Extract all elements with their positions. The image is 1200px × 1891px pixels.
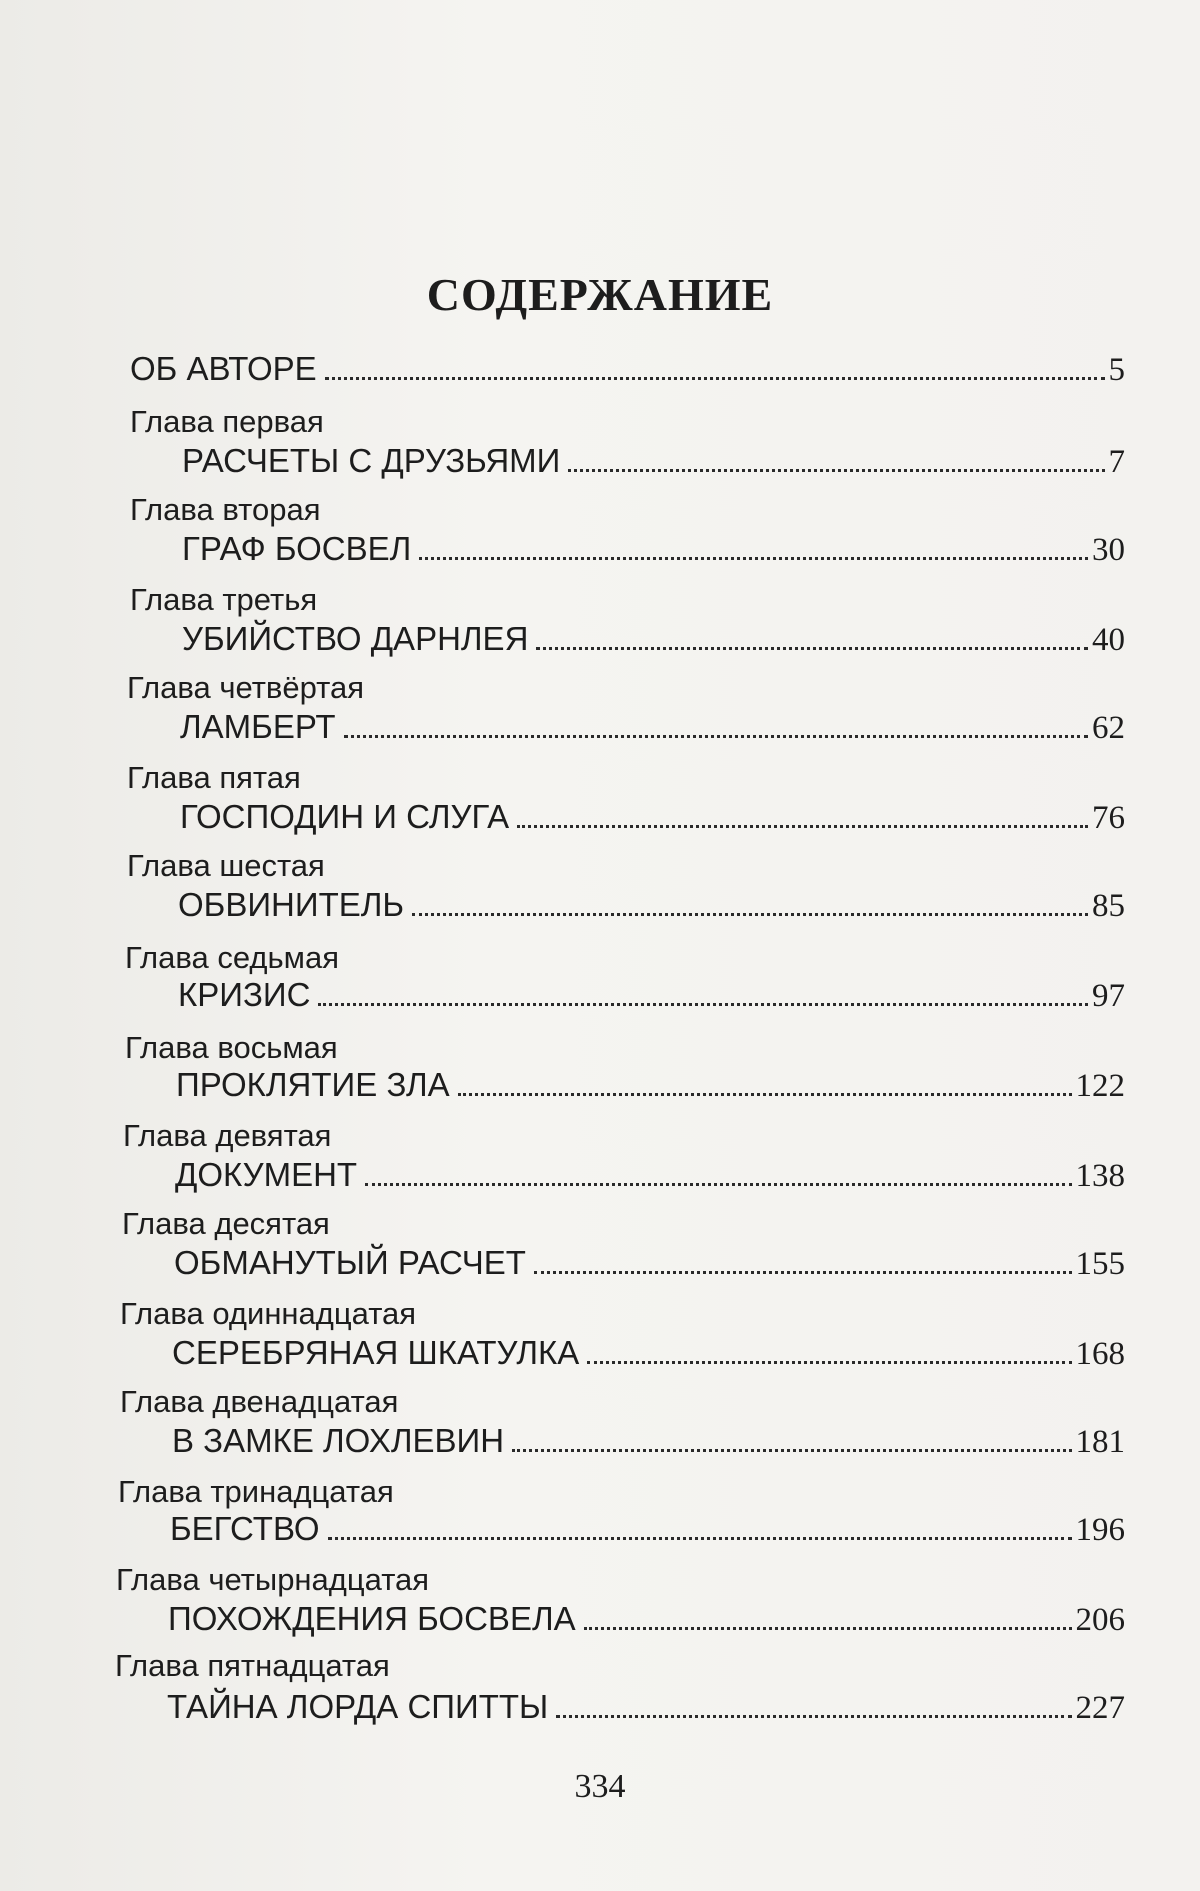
chapter-label: Глава шестая: [127, 848, 325, 883]
page-number: 334: [574, 1768, 626, 1805]
toc-entry[interactable]: [176, 1066, 1125, 1105]
toc-entry[interactable]: [178, 886, 1125, 925]
toc-entry-title: БЕГСТВО: [170, 1510, 320, 1547]
leader-dots: [584, 1626, 1072, 1630]
toc-entry-page: 206: [1075, 1602, 1125, 1638]
chapter-label: Глава одиннадцатая: [120, 1296, 417, 1331]
toc-entry[interactable]: [175, 1156, 1125, 1195]
chapter-label: Глава тринадцатая: [118, 1474, 394, 1509]
toc-entry-page: 155: [1075, 1246, 1125, 1282]
toc-entry-page: 5: [1108, 352, 1125, 388]
leader-dots: [318, 1002, 1088, 1006]
chapter-label: Глава вторая: [130, 492, 321, 527]
chapter-label: Глава пятая: [127, 760, 301, 795]
leader-dots: [534, 1270, 1072, 1274]
toc-entry[interactable]: [182, 620, 1125, 659]
chapter-label: Глава третья: [130, 582, 318, 617]
toc-entry-title: ОБВИНИТЕЛЬ: [178, 886, 405, 923]
toc-entry-page: 196: [1075, 1512, 1125, 1548]
leader-dots: [517, 824, 1088, 828]
toc-entry-page: 138: [1075, 1158, 1125, 1194]
chapter-label: Глава первая: [130, 404, 324, 439]
leader-dots: [419, 556, 1088, 560]
leader-dots: [568, 468, 1104, 472]
toc-entry[interactable]: [182, 530, 1125, 569]
chapter-label: Глава пятнадцатая: [115, 1648, 390, 1683]
toc-entry[interactable]: [170, 1510, 1125, 1549]
toc-entry[interactable]: [172, 1334, 1125, 1373]
toc-entry[interactable]: [178, 976, 1125, 1015]
toc-entry-title: ПРОКЛЯТИЕ ЗЛА: [176, 1066, 450, 1103]
toc-entry-title: СЕРЕБРЯНАЯ ШКАТУЛКА: [172, 1334, 580, 1371]
toc-entry-page: 7: [1108, 444, 1125, 480]
chapter-label: Глава четырнадцатая: [116, 1562, 430, 1597]
chapter-label: Глава двенадцатая: [120, 1384, 399, 1419]
toc-entry[interactable]: [167, 1688, 1125, 1727]
toc-entry[interactable]: [168, 1600, 1125, 1639]
toc-entry-title: ДОКУМЕНТ: [175, 1156, 358, 1193]
toc-entry-page: 227: [1075, 1690, 1125, 1726]
toc-entry-title: РАСЧЕТЫ С ДРУЗЬЯМИ: [182, 442, 561, 479]
toc-entry-title: ТАЙНА ЛОРДА СПИТТЫ: [167, 1688, 549, 1725]
toc-entry-title: ЛАМБЕРТ: [180, 708, 336, 745]
chapter-label: Глава десятая: [122, 1206, 330, 1241]
toc-entry-page: 181: [1075, 1424, 1125, 1460]
leader-dots: [412, 912, 1088, 916]
toc-entry[interactable]: [180, 798, 1125, 837]
leader-dots: [536, 646, 1088, 650]
toc-entry-title: КРИЗИС: [178, 976, 311, 1013]
chapter-label: Глава восьмая: [125, 1030, 338, 1065]
chapter-label: Глава четвёртая: [127, 670, 365, 705]
toc-entry-title: ОБМАНУТЫЙ РАСЧЕТ: [174, 1244, 526, 1281]
toc-entry-title: ГОСПОДИН И СЛУГА: [180, 798, 510, 835]
toc-entry-page: 97: [1092, 978, 1125, 1014]
leader-dots: [325, 376, 1105, 380]
toc-entry-page: 85: [1092, 888, 1125, 924]
toc-entry-title: ОБ АВТОРЕ: [130, 350, 317, 387]
toc-entry-title: ПОХОЖДЕНИЯ БОСВЕЛА: [168, 1600, 576, 1637]
toc-entry-title: ГРАФ БОСВЕЛ: [182, 530, 412, 567]
toc-entry-title: УБИЙСТВО ДАРНЛЕЯ: [182, 620, 529, 657]
toc-entry-page: 76: [1092, 800, 1125, 836]
leader-dots: [365, 1182, 1071, 1186]
toc-entry-about[interactable]: [130, 350, 1125, 389]
leader-dots: [328, 1536, 1072, 1540]
toc-entry[interactable]: [180, 708, 1125, 747]
page-title: СОДЕРЖАНИЕ: [426, 269, 774, 320]
toc-entry-page: 40: [1092, 622, 1125, 658]
toc-entry-page: 30: [1092, 532, 1125, 568]
chapter-label: Глава седьмая: [125, 940, 339, 975]
toc-entry-title: В ЗАМКЕ ЛОХЛЕВИН: [172, 1422, 505, 1459]
leader-dots: [344, 734, 1088, 738]
leader-dots: [512, 1448, 1071, 1452]
chapter-label: Глава девятая: [123, 1118, 332, 1153]
toc-entry[interactable]: [172, 1422, 1125, 1461]
toc-entry-page: 168: [1075, 1336, 1125, 1372]
toc-entry[interactable]: [182, 442, 1125, 481]
toc-entry[interactable]: [174, 1244, 1125, 1283]
toc-entry-page: 62: [1092, 710, 1125, 746]
leader-dots: [458, 1092, 1072, 1096]
toc-entry-page: 122: [1075, 1068, 1125, 1104]
leader-dots: [587, 1360, 1071, 1364]
leader-dots: [556, 1714, 1071, 1718]
